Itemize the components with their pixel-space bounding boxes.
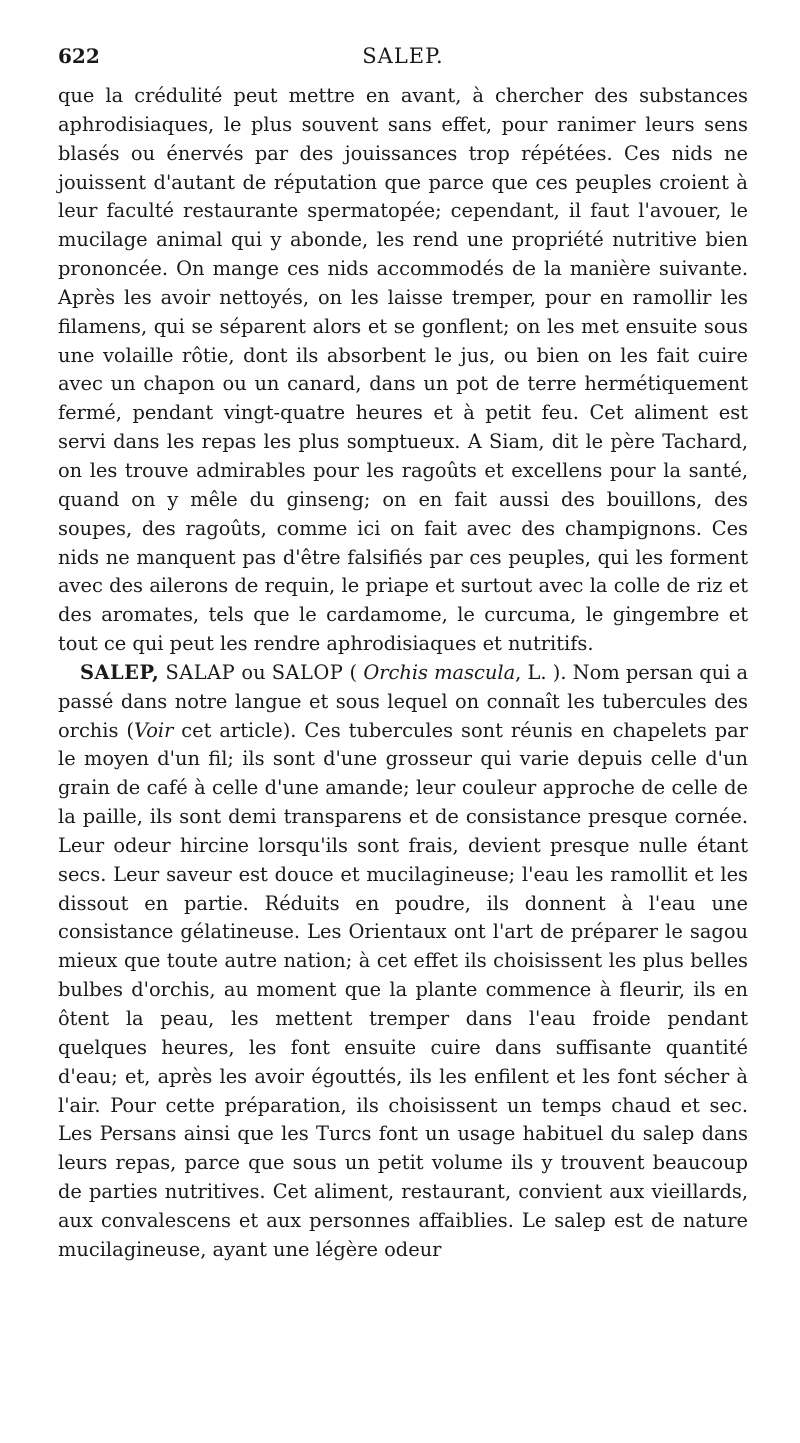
botanical-author: , L.	[515, 660, 547, 684]
salep-entry	[58, 659, 748, 1265]
page-header	[58, 44, 748, 76]
entry-variant-salop: SALOP	[271, 660, 344, 684]
latin-name: Orchis mascula	[363, 660, 516, 684]
paren-open: (	[349, 660, 358, 684]
running-head: SALEP.	[362, 44, 444, 68]
entry-text-part-1: Nom persan qui a passé dans notre langue et sous lequel on connaît les tubercules des orchis (	[58, 660, 749, 742]
entry-variant-salap: SALAP	[165, 660, 236, 684]
paren-close: ).	[552, 660, 567, 684]
entry-headword: SALEP,	[80, 660, 160, 684]
paragraph-continued: que la crédulité peut mettre en avant, à chercher des substances aphrodisiaques, le plus souvent sans effet, pour ranimer leurs sens blasés ou énervés par des jouissances trop répétées. Ces nids ne jouissent d'autant de réputation que parce que ces peuples croient à leur faculté restaurante spermatopée; cependant, il faut l'avouer, le mucilage animal qui y abonde, les rend une propriété nutritive bien prononcée. On mange ces nids accommodés de la manière suivante. Après les avoir nettoyés, on les laisse tremper, pour en ramollir les filamens, qui se séparent alors et se gonflent; on les met ensuite sous une volaille rôtie, dont ils absorbent le jus, ou bien on les fait cuire avec un chapon ou un canard, dans un pot de terre hermétiquement fermé, pendant vingt-quatre heures et à petit feu. Cet aliment est servi dans les repas les plus somptueux. A Siam, dit le père Tachard, on les trouve admirables pour les ragoûts et excellens pour la santé, quand on y mêle du ginseng; on en fait aussi des bouillons, des soupes, des ragoûts, comme ici on fait avec des champignons. Ces nids ne manquent pas d'être falsifiés par ces peuples, qui les forment avec des ailerons de requin, le priape et surtout avec la colle de riz et des aromates, tels que le cardamome, le curcuma, le gingembre et tout ce qui peut les rendre aphrodisiaques et nutritifs.	[58, 84, 748, 656]
entry-connector: ou	[241, 660, 266, 684]
entry-text-part-2: cet article). Ces tubercules sont réunis en chapelets par le moyen d'un fil; ils sont d'une grosseur qui varie depuis celle d'un grain de café à celle d'une amande; leur couleur approche de celle de la paille, ils sont demi transparens et de consistance presque cornée. Leur odeur hircine lorsqu'ils sont frais, devient presque nulle étant secs. Leur saveur est douce et mucilagineuse; l'eau les ramollit et les dissout en partie. Réduits en poudre, ils donnent à l'eau une consistance gélatineuse. Les Orientaux ont l'art de préparer le sagou mieux que toute autre nation; à cet effet ils choisissent les plus belles bulbes d'orchis, au moment que la plante commence à fleurir, ils en ôtent la peau, les mettent tremper dans l'eau froide pendant quelques heures, les font ensuite cuire dans suffisante quantité d'eau; et, après les avoir égouttés, ils les enfilent et les font sécher à l'air. Pour cette préparation, ils choisissent un temps chaud et sec. Les Persans ainsi que les Turcs font un usage habituel du salep dans leurs repas, parce que sous un petit volume ils y trouvent beaucoup de parties nutritives. Cet aliment, restaurant, convient aux vieillards, aux convalescens et aux personnes affaiblies. Le salep est de nature mucilagineuse, ayant une légère odeur	[58, 718, 748, 1261]
voir-reference: Voir	[133, 718, 174, 742]
page-number: 622	[58, 44, 100, 68]
